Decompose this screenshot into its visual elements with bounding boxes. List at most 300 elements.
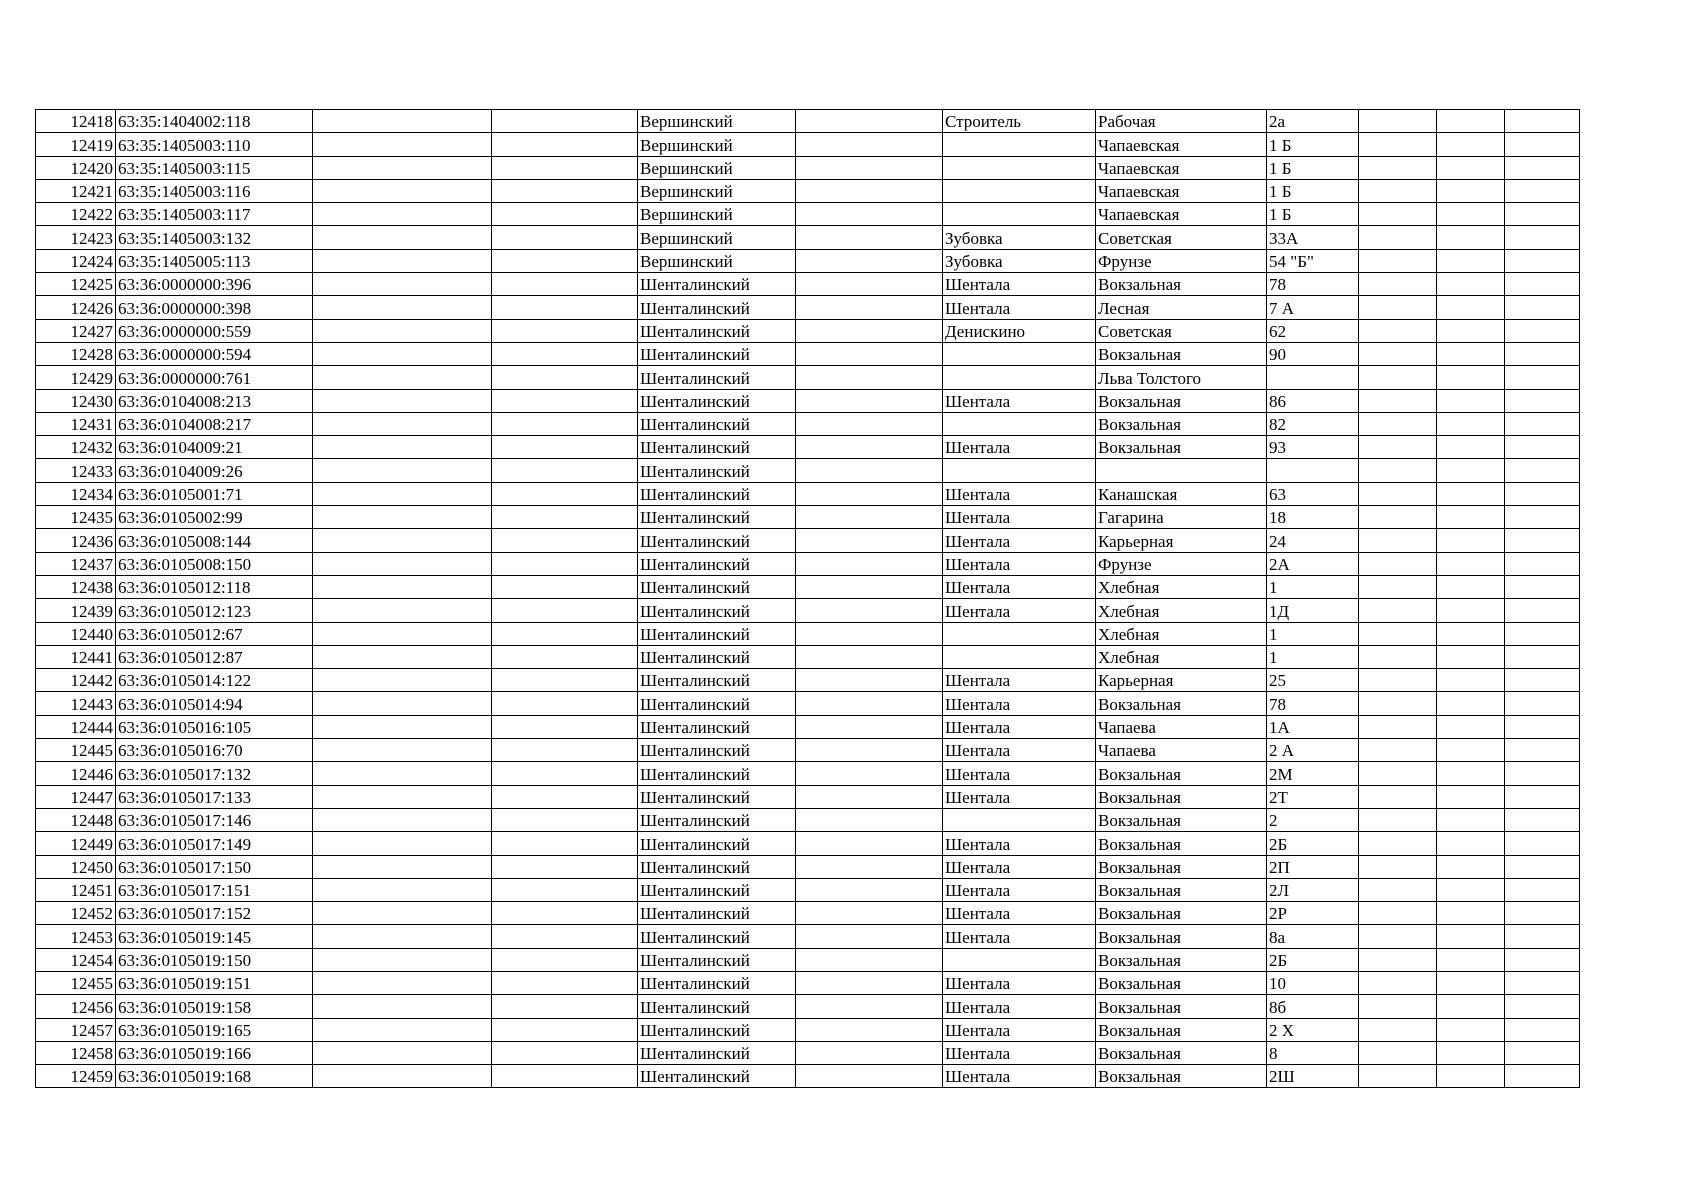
cell-empty (1437, 226, 1505, 249)
cell-empty (1437, 622, 1505, 645)
cell-row-number: 12429 (36, 366, 116, 389)
cell-empty (1505, 529, 1580, 552)
table-row (36, 715, 1580, 738)
cell-empty (1359, 412, 1437, 435)
cell-empty (492, 808, 638, 831)
cell-cadastral-number: 63:35:1405005:113 (116, 249, 313, 272)
cell-empty (492, 622, 638, 645)
cell-cadastral-number: 63:36:0105016:105 (116, 715, 313, 738)
cell-cadastral-number: 63:36:0000000:761 (116, 366, 313, 389)
cell-settlement: Шентала (943, 1065, 1096, 1088)
cell-row-number: 12456 (36, 995, 116, 1018)
cell-cadastral-number: 63:36:0000000:398 (116, 296, 313, 319)
cell-empty (796, 715, 943, 738)
cell-empty (1437, 1018, 1505, 1041)
cell-empty (1505, 156, 1580, 179)
cell-street: Гагарина (1096, 506, 1267, 529)
cell-street: Советская (1096, 226, 1267, 249)
cell-empty (1359, 762, 1437, 785)
cell-street: Вокзальная (1096, 995, 1267, 1018)
cell-row-number: 12439 (36, 599, 116, 622)
cell-cadastral-number: 63:36:0000000:594 (116, 342, 313, 365)
cell-empty (492, 971, 638, 994)
cell-empty (1505, 226, 1580, 249)
cell-cadastral-number: 63:36:0105016:70 (116, 739, 313, 762)
cell-settlement (943, 412, 1096, 435)
cell-cadastral-number: 63:36:0105002:99 (116, 506, 313, 529)
cell-cadastral-number: 63:36:0104008:213 (116, 389, 313, 412)
cell-empty (796, 762, 943, 785)
cell-empty (1505, 785, 1580, 808)
cell-district: Шенталинский (638, 342, 796, 365)
cell-empty (1437, 506, 1505, 529)
cell-cadastral-number: 63:36:0105017:149 (116, 832, 313, 855)
cell-house: 1 Б (1267, 156, 1359, 179)
table-row (36, 645, 1580, 668)
cell-empty (313, 692, 492, 715)
cell-district: Шенталинский (638, 762, 796, 785)
cell-empty (313, 669, 492, 692)
cell-empty (796, 1065, 943, 1088)
cell-district: Вершинский (638, 133, 796, 156)
table-row (36, 762, 1580, 785)
cell-row-number: 12436 (36, 529, 116, 552)
cell-cadastral-number: 63:35:1405003:132 (116, 226, 313, 249)
cell-empty (1437, 249, 1505, 272)
table-row (36, 692, 1580, 715)
cell-cadastral-number: 63:35:1405003:110 (116, 133, 313, 156)
cell-row-number: 12421 (36, 179, 116, 202)
cell-empty (1437, 739, 1505, 762)
cell-empty (1437, 832, 1505, 855)
cell-empty (1505, 692, 1580, 715)
cell-empty (1437, 808, 1505, 831)
cell-settlement (943, 366, 1096, 389)
cell-cadastral-number: 63:36:0105019:151 (116, 971, 313, 994)
cell-empty (1505, 459, 1580, 482)
cell-empty (1437, 762, 1505, 785)
cell-empty (796, 436, 943, 459)
cell-empty (796, 1018, 943, 1041)
cell-empty (1505, 249, 1580, 272)
table-row (36, 878, 1580, 901)
cell-empty (1505, 715, 1580, 738)
cell-empty (1505, 1018, 1580, 1041)
cell-row-number: 12432 (36, 436, 116, 459)
cell-row-number: 12420 (36, 156, 116, 179)
cell-empty (313, 529, 492, 552)
cell-empty (313, 855, 492, 878)
cell-house: 2 (1267, 808, 1359, 831)
cell-cadastral-number: 63:36:0105019:150 (116, 948, 313, 971)
cell-street: Карьерная (1096, 669, 1267, 692)
cell-empty (492, 669, 638, 692)
cell-empty (313, 436, 492, 459)
cell-house: 33А (1267, 226, 1359, 249)
cell-empty (1505, 808, 1580, 831)
table-row (36, 273, 1580, 296)
cell-empty (1359, 855, 1437, 878)
cell-empty (1359, 319, 1437, 342)
cell-empty (313, 389, 492, 412)
cell-cadastral-number: 63:36:0104008:217 (116, 412, 313, 435)
cell-empty (1359, 1018, 1437, 1041)
cell-empty (492, 902, 638, 925)
cell-empty (313, 575, 492, 598)
cell-cadastral-number: 63:36:0104009:26 (116, 459, 313, 482)
cell-settlement (943, 459, 1096, 482)
cell-house: 2 Х (1267, 1018, 1359, 1041)
cell-empty (492, 203, 638, 226)
cell-empty (313, 342, 492, 365)
cell-empty (796, 156, 943, 179)
cell-empty (1359, 622, 1437, 645)
cell-street: Льва Толстого (1096, 366, 1267, 389)
cell-empty (1359, 808, 1437, 831)
cell-row-number: 12459 (36, 1065, 116, 1088)
cell-empty (1505, 1041, 1580, 1064)
cell-house: 2а (1267, 110, 1359, 133)
cell-row-number: 12427 (36, 319, 116, 342)
cell-empty (1437, 599, 1505, 622)
cell-empty (492, 715, 638, 738)
table-row (36, 296, 1580, 319)
cell-empty (1437, 1065, 1505, 1088)
cell-house: 10 (1267, 971, 1359, 994)
table-row (36, 948, 1580, 971)
cell-empty (1437, 366, 1505, 389)
cell-settlement (943, 645, 1096, 668)
cell-empty (1437, 319, 1505, 342)
cell-empty (1359, 529, 1437, 552)
table-row (36, 995, 1580, 1018)
cell-street: Канашская (1096, 482, 1267, 505)
cell-empty (313, 622, 492, 645)
cell-settlement: Шентала (943, 389, 1096, 412)
cell-street: Чапаева (1096, 715, 1267, 738)
cell-empty (1505, 389, 1580, 412)
cell-street: Вокзальная (1096, 878, 1267, 901)
cell-empty (492, 459, 638, 482)
table-row (36, 832, 1580, 855)
cell-street: Чапаевская (1096, 179, 1267, 202)
cell-settlement: Зубовка (943, 249, 1096, 272)
cell-settlement: Строитель (943, 110, 1096, 133)
cell-empty (1359, 575, 1437, 598)
cell-district: Шенталинский (638, 1018, 796, 1041)
cell-empty (1505, 855, 1580, 878)
cell-row-number: 12455 (36, 971, 116, 994)
cell-district: Шенталинский (638, 296, 796, 319)
cell-empty (313, 179, 492, 202)
cell-district: Шенталинский (638, 692, 796, 715)
cell-district: Шенталинский (638, 622, 796, 645)
cell-empty (1437, 156, 1505, 179)
registry-table (35, 109, 1580, 1088)
cell-row-number: 12433 (36, 459, 116, 482)
cell-empty (1359, 715, 1437, 738)
cell-empty (492, 342, 638, 365)
cell-street: Рабочая (1096, 110, 1267, 133)
cell-empty (1505, 948, 1580, 971)
cell-district: Вершинский (638, 179, 796, 202)
cell-district: Шенталинский (638, 482, 796, 505)
cell-cadastral-number: 63:36:0105019:145 (116, 925, 313, 948)
cell-empty (1359, 995, 1437, 1018)
cell-empty (313, 902, 492, 925)
cell-district: Шенталинский (638, 459, 796, 482)
cell-row-number: 12423 (36, 226, 116, 249)
cell-empty (313, 762, 492, 785)
cell-district: Шенталинский (638, 529, 796, 552)
cell-empty (1359, 156, 1437, 179)
cell-empty (796, 273, 943, 296)
cell-empty (492, 925, 638, 948)
cell-street: Вокзальная (1096, 762, 1267, 785)
table-row (36, 412, 1580, 435)
cell-empty (1505, 739, 1580, 762)
cell-empty (492, 133, 638, 156)
table-row (36, 1018, 1580, 1041)
cell-house: 2 А (1267, 739, 1359, 762)
cell-cadastral-number: 63:36:0105017:133 (116, 785, 313, 808)
cell-settlement: Зубовка (943, 226, 1096, 249)
cell-street: Вокзальная (1096, 855, 1267, 878)
cell-empty (1437, 203, 1505, 226)
cell-empty (492, 855, 638, 878)
cell-house: 63 (1267, 482, 1359, 505)
cell-row-number: 12448 (36, 808, 116, 831)
cell-empty (492, 599, 638, 622)
cell-empty (1437, 948, 1505, 971)
cell-empty (492, 645, 638, 668)
table-row (36, 529, 1580, 552)
cell-street: Вокзальная (1096, 436, 1267, 459)
cell-empty (492, 948, 638, 971)
cell-cadastral-number: 63:35:1405003:116 (116, 179, 313, 202)
cell-settlement (943, 808, 1096, 831)
cell-district: Шенталинский (638, 1041, 796, 1064)
cell-empty (1505, 645, 1580, 668)
cell-empty (1359, 459, 1437, 482)
registry-body (36, 110, 1580, 1088)
cell-cadastral-number: 63:36:0105008:150 (116, 552, 313, 575)
cell-empty (313, 482, 492, 505)
cell-house: 2Л (1267, 878, 1359, 901)
cell-street: Вокзальная (1096, 832, 1267, 855)
cell-cadastral-number: 63:36:0105017:132 (116, 762, 313, 785)
cell-empty (492, 785, 638, 808)
table-row (36, 855, 1580, 878)
cell-empty (313, 925, 492, 948)
table-row (36, 249, 1580, 272)
cell-empty (1437, 575, 1505, 598)
cell-row-number: 12428 (36, 342, 116, 365)
cell-empty (1505, 319, 1580, 342)
cell-settlement: Шентала (943, 669, 1096, 692)
cell-empty (492, 296, 638, 319)
cell-empty (313, 412, 492, 435)
cell-empty (796, 412, 943, 435)
cell-empty (1505, 669, 1580, 692)
cell-empty (492, 1041, 638, 1064)
cell-house: 2П (1267, 855, 1359, 878)
cell-empty (796, 179, 943, 202)
cell-cadastral-number: 63:36:0105012:118 (116, 575, 313, 598)
table-row (36, 203, 1580, 226)
cell-street: Чапаевская (1096, 156, 1267, 179)
cell-cadastral-number: 63:35:1405003:115 (116, 156, 313, 179)
cell-empty (1505, 1065, 1580, 1088)
cell-row-number: 12444 (36, 715, 116, 738)
cell-empty (1359, 739, 1437, 762)
cell-empty (1437, 273, 1505, 296)
cell-empty (1359, 552, 1437, 575)
table-row (36, 156, 1580, 179)
cell-empty (1359, 133, 1437, 156)
cell-cadastral-number: 63:36:0105001:71 (116, 482, 313, 505)
cell-settlement (943, 203, 1096, 226)
cell-settlement: Шентала (943, 1018, 1096, 1041)
cell-empty (313, 366, 492, 389)
cell-empty (492, 366, 638, 389)
cell-empty (1359, 832, 1437, 855)
cell-empty (1359, 599, 1437, 622)
cell-empty (313, 948, 492, 971)
cell-empty (313, 319, 492, 342)
table-row (36, 552, 1580, 575)
cell-empty (1505, 599, 1580, 622)
cell-empty (1437, 925, 1505, 948)
cell-empty (796, 506, 943, 529)
cell-cadastral-number: 63:36:0105019:165 (116, 1018, 313, 1041)
cell-settlement: Шентала (943, 599, 1096, 622)
cell-empty (1359, 506, 1437, 529)
cell-street: Чапаевская (1096, 203, 1267, 226)
cell-empty (1505, 273, 1580, 296)
cell-cadastral-number: 63:35:1405003:117 (116, 203, 313, 226)
cell-cadastral-number: 63:36:0105014:94 (116, 692, 313, 715)
cell-settlement: Шентала (943, 739, 1096, 762)
cell-settlement: Шентала (943, 762, 1096, 785)
cell-house: 2М (1267, 762, 1359, 785)
cell-empty (313, 739, 492, 762)
cell-empty (1437, 645, 1505, 668)
cell-district: Шенталинский (638, 389, 796, 412)
cell-district: Шенталинский (638, 948, 796, 971)
cell-empty (796, 552, 943, 575)
cell-settlement (943, 179, 1096, 202)
cell-cadastral-number: 63:36:0105012:67 (116, 622, 313, 645)
cell-house: 25 (1267, 669, 1359, 692)
cell-district: Шенталинский (638, 273, 796, 296)
cell-settlement: Шентала (943, 552, 1096, 575)
cell-empty (1505, 110, 1580, 133)
cell-row-number: 12458 (36, 1041, 116, 1064)
cell-district: Шенталинский (638, 925, 796, 948)
cell-street: Вокзальная (1096, 808, 1267, 831)
cell-row-number: 12431 (36, 412, 116, 435)
table-row (36, 482, 1580, 505)
cell-empty (1505, 366, 1580, 389)
cell-empty (796, 948, 943, 971)
cell-street: Вокзальная (1096, 948, 1267, 971)
cell-street: Вокзальная (1096, 785, 1267, 808)
cell-house (1267, 366, 1359, 389)
cell-empty (313, 995, 492, 1018)
cell-district: Шенталинский (638, 669, 796, 692)
cell-street: Вокзальная (1096, 389, 1267, 412)
cell-settlement: Шентала (943, 1041, 1096, 1064)
table-row (36, 319, 1580, 342)
cell-empty (1505, 762, 1580, 785)
cell-empty (1505, 552, 1580, 575)
cell-house: 1 (1267, 645, 1359, 668)
cell-settlement: Шентала (943, 529, 1096, 552)
cell-empty (1505, 902, 1580, 925)
cell-empty (1359, 971, 1437, 994)
cell-empty (1437, 179, 1505, 202)
cell-district: Вершинский (638, 203, 796, 226)
cell-empty (1505, 832, 1580, 855)
cell-house: 8б (1267, 995, 1359, 1018)
cell-empty (1505, 995, 1580, 1018)
cell-empty (796, 319, 943, 342)
cell-street: Вокзальная (1096, 1041, 1267, 1064)
cell-settlement: Шентала (943, 436, 1096, 459)
cell-cadastral-number: 63:36:0105014:122 (116, 669, 313, 692)
cell-house: 7 А (1267, 296, 1359, 319)
cell-empty (796, 925, 943, 948)
cell-empty (1505, 925, 1580, 948)
cell-district: Шенталинский (638, 971, 796, 994)
cell-empty (1505, 179, 1580, 202)
cell-empty (796, 739, 943, 762)
cell-empty (796, 249, 943, 272)
cell-empty (796, 995, 943, 1018)
cell-empty (492, 482, 638, 505)
cell-empty (1359, 366, 1437, 389)
cell-district: Шенталинский (638, 715, 796, 738)
cell-row-number: 12447 (36, 785, 116, 808)
table-row (36, 669, 1580, 692)
cell-house: 2Ш (1267, 1065, 1359, 1088)
table-row (36, 459, 1580, 482)
cell-row-number: 12434 (36, 482, 116, 505)
cell-empty (313, 1041, 492, 1064)
cell-row-number: 12449 (36, 832, 116, 855)
table-row (36, 342, 1580, 365)
cell-settlement (943, 342, 1096, 365)
cell-row-number: 12451 (36, 878, 116, 901)
table-row (36, 366, 1580, 389)
cell-empty (1359, 1041, 1437, 1064)
cell-settlement: Шентала (943, 971, 1096, 994)
cell-empty (1437, 436, 1505, 459)
cell-house: 1Д (1267, 599, 1359, 622)
cell-settlement: Шентала (943, 692, 1096, 715)
cell-cadastral-number: 63:36:0105019:168 (116, 1065, 313, 1088)
cell-settlement: Шентала (943, 575, 1096, 598)
cell-house: 86 (1267, 389, 1359, 412)
table-row (36, 599, 1580, 622)
cell-row-number: 12454 (36, 948, 116, 971)
cell-house: 1 Б (1267, 133, 1359, 156)
cell-empty (492, 110, 638, 133)
cell-street (1096, 459, 1267, 482)
cell-empty (492, 273, 638, 296)
table-row (36, 808, 1580, 831)
